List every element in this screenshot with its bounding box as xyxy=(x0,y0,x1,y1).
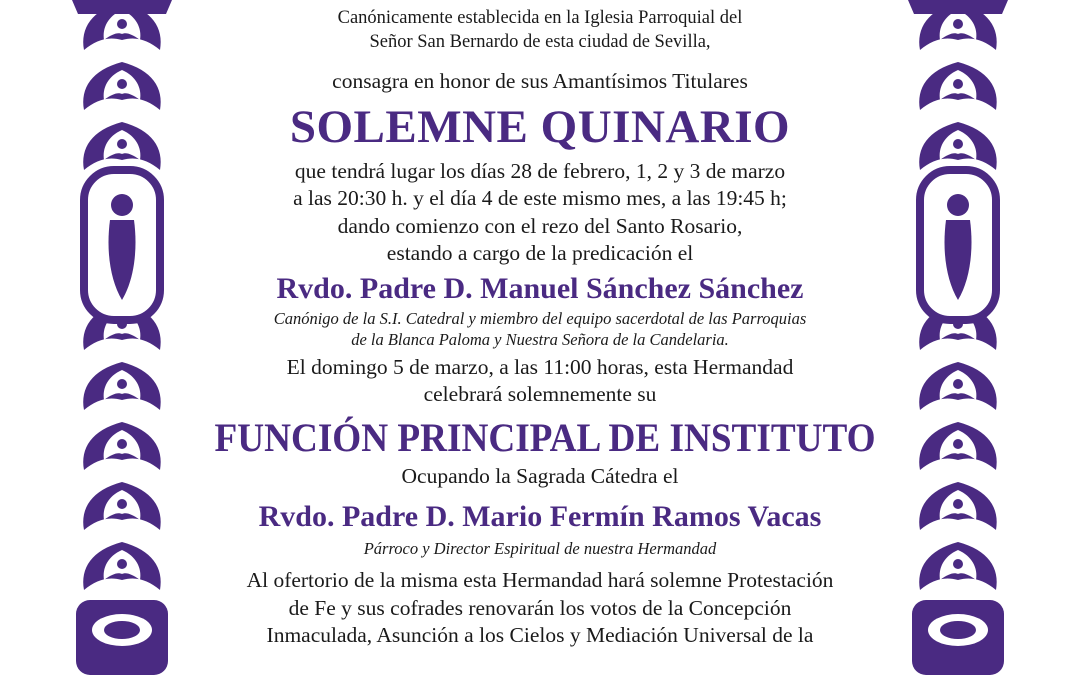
funcion-catedra: Ocupando la Sagrada Cátedra el xyxy=(401,463,679,488)
header-line-1: Canónicamente establecida en la Iglesia Parroquial del xyxy=(337,8,743,28)
funcion-intro-1: El domingo 5 de marzo, a las 11:00 horas, esta Hermandad xyxy=(286,354,794,379)
quinario-title: SOLEMNE QUINARIO xyxy=(289,100,791,153)
quinario-line-1: que tendrá lugar los días 28 de febrero, 1, 2 y 3 de marzo xyxy=(294,158,786,183)
closing-line-2: de Fe y sus cofrades renovarán los votos de la Concepción xyxy=(288,595,792,620)
ornamental-column-icon xyxy=(62,0,182,675)
quinario-line-3: dando comienzo con el rezo del Santo Rosario, xyxy=(337,213,743,238)
ornamental-column-icon xyxy=(898,0,1018,675)
poster-text xyxy=(190,0,890,650)
header-line-3: consagra en honor de sus Amantísimos Titulares xyxy=(332,69,748,93)
closing-line-1: Al ofertorio de la misma esta Hermandad hará solemne Protestación xyxy=(246,568,834,592)
funcion-preacher-desc: Párroco y Director Espiritual de nuestra Hermandad xyxy=(363,539,717,558)
funcion-intro-2: celebrará solemnemente su xyxy=(423,382,657,406)
right-ornamental-column xyxy=(898,0,1018,675)
quinario-preacher: Rvdo. Padre D. Manuel Sánchez Sánchez xyxy=(276,271,804,305)
funcion-title: FUNCIÓN PRINCIPAL DE INSTITUTO xyxy=(214,414,876,460)
quinario-preacher-desc-2: de la Blanca Paloma y Nuestra Señora de la Candelaria. xyxy=(351,329,729,349)
quinario-preacher-desc-1: Canónigo de la S.I. Catedral y miembro del equipo sacerdotal de las Parroquias xyxy=(273,308,807,328)
header-line-2: Señor San Bernardo de esta ciudad de Sevilla, xyxy=(369,32,711,52)
quinario-line-2: a las 20:30 h. y el día 4 de este mismo mes, a las 19:45 h; xyxy=(293,186,787,210)
funcion-preacher: Rvdo. Padre D. Mario Fermín Ramos Vacas xyxy=(258,500,822,533)
left-ornamental-column xyxy=(62,0,182,675)
closing-line-3: Inmaculada, Asunción a los Cielos y Mediación Universal de la xyxy=(266,623,814,647)
quinario-line-4: estando a cargo de la predicación el xyxy=(386,241,694,265)
